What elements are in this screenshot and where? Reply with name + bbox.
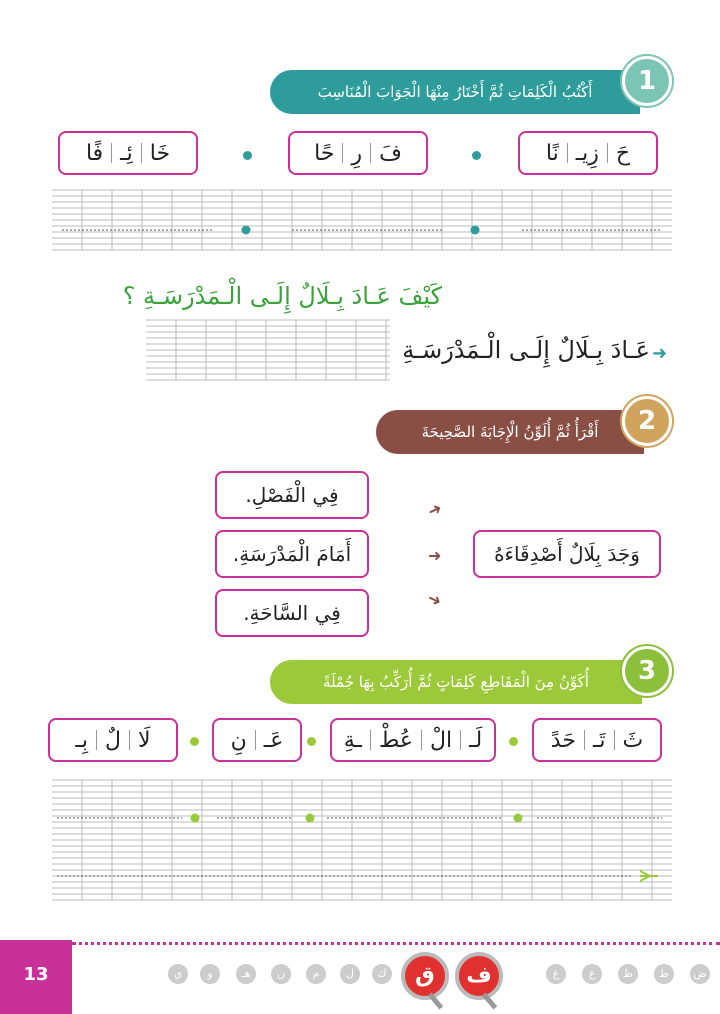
sentence-box: وَجَدَ بِلَالٌ أَصْدِقَاءَهُ <box>473 530 661 578</box>
syllable: رِ <box>351 140 363 166</box>
alphabet-letter: و <box>200 964 220 984</box>
alphabet-letter: ي <box>168 964 188 984</box>
bullet-dot <box>243 151 252 160</box>
alphabet-letter: ك <box>372 964 392 984</box>
syllable: نِ <box>230 727 247 753</box>
syllable: زِيـ <box>575 140 599 166</box>
writing-grid-3[interactable] <box>52 778 672 902</box>
syllable-box-7 <box>48 718 178 762</box>
answer-option-1[interactable]: فِي الْفَصْلِ. <box>215 471 369 519</box>
writing-grid-question[interactable] <box>146 318 390 384</box>
syllable-box-1 <box>518 131 658 175</box>
syllable: ـةِ <box>343 727 362 753</box>
syllable: ئِـ <box>120 140 133 166</box>
syllable: لَـ <box>469 727 483 753</box>
syllable: حَدً <box>550 727 576 753</box>
syllable-box-2 <box>288 131 428 175</box>
syllable: لٌ <box>105 727 122 753</box>
answer-option-3[interactable]: فِي السَّاحَةِ. <box>215 589 369 637</box>
alphabet-letter: ن <box>271 964 291 984</box>
syllable: فَ <box>379 140 402 166</box>
alphabet-letter: هـ <box>236 964 256 984</box>
syllable: فًا <box>85 140 104 166</box>
syllable: حَ <box>615 140 631 166</box>
syllable-box-6 <box>212 718 302 762</box>
writing-grid-1[interactable] <box>52 188 672 254</box>
section2-instruction: أَقْرَأُ ثُمَّ أُلَوِّنُ الْإِجَابَةَ الصَّحِيحَةَ <box>421 423 599 441</box>
arrow-icon: ➜ <box>652 343 668 364</box>
question-text: كَيْفَ عَـادَ بِـلَالٌ إِلَـى الْـمَدْرَسَـةِ ؟ <box>122 282 442 310</box>
syllable-box-3 <box>58 131 198 175</box>
arrow-icon: ➜ <box>428 546 442 565</box>
page-number: 13 <box>23 964 49 985</box>
alphabet-letter: ظ <box>618 964 638 984</box>
alphabet-letter: ل <box>340 964 360 984</box>
syllable: عَـ <box>263 727 284 753</box>
section1-banner <box>270 70 640 114</box>
bullet-dot <box>509 737 518 746</box>
bullet-dot <box>307 737 316 746</box>
answer-option-2[interactable]: أَمَامَ الْمَدْرَسَةِ. <box>215 530 369 578</box>
highlighted-letter: ف <box>466 963 492 988</box>
section3-number: 3 <box>622 646 672 696</box>
alphabet-letter: ض <box>690 964 710 984</box>
footer-divider <box>72 942 720 945</box>
syllable: لَا <box>138 727 151 753</box>
section2-banner <box>376 410 644 454</box>
syllable: عُطْ <box>378 727 413 753</box>
alphabet-letter: ع <box>582 964 602 984</box>
syllable: حًا <box>314 140 335 166</box>
answer-stem: عَـادَ بِـلَالٌ إِلَـى الْـمَدْرَسَـةِ <box>402 336 650 364</box>
magnifier-letter-qaf <box>401 952 449 1000</box>
arrow-icon: ➜ <box>424 498 445 521</box>
syllable: خَا <box>149 140 171 166</box>
section3-instruction: أُكَوِّنُ مِنَ الْمَقَاطِعِ كَلِمَاتٍ ثُمَّ أُرَكِّبُ بِهَا جُمْلَةً <box>323 673 589 691</box>
syllable-box-5 <box>330 718 496 762</box>
syllable: ثَ <box>622 727 644 753</box>
alphabet-letter: م <box>306 964 326 984</box>
arrow-icon: ➜ <box>424 588 445 611</box>
bullet-dot <box>472 151 481 160</box>
alphabet-letter: غ <box>546 964 566 984</box>
syllable-box-4 <box>532 718 662 762</box>
syllable: بِـ <box>75 727 89 753</box>
syllable: نًا <box>545 140 559 166</box>
section1-number: 1 <box>622 56 672 106</box>
section3-banner <box>270 660 642 704</box>
syllable: تَـ <box>592 727 606 753</box>
bullet-dot <box>190 737 199 746</box>
syllable: الْ <box>430 727 453 753</box>
alphabet-letter: ط <box>654 964 674 984</box>
magnifier-letter-fa <box>455 952 503 1000</box>
highlighted-letter: ق <box>415 963 435 988</box>
section1-instruction: أَكْتُبُ الْكَلِمَاتِ ثُمَّ أَخْتَارُ مِنْهَا الْجَوَابَ الْمُنَاسِبَ <box>317 83 593 101</box>
section2-number: 2 <box>622 396 672 446</box>
